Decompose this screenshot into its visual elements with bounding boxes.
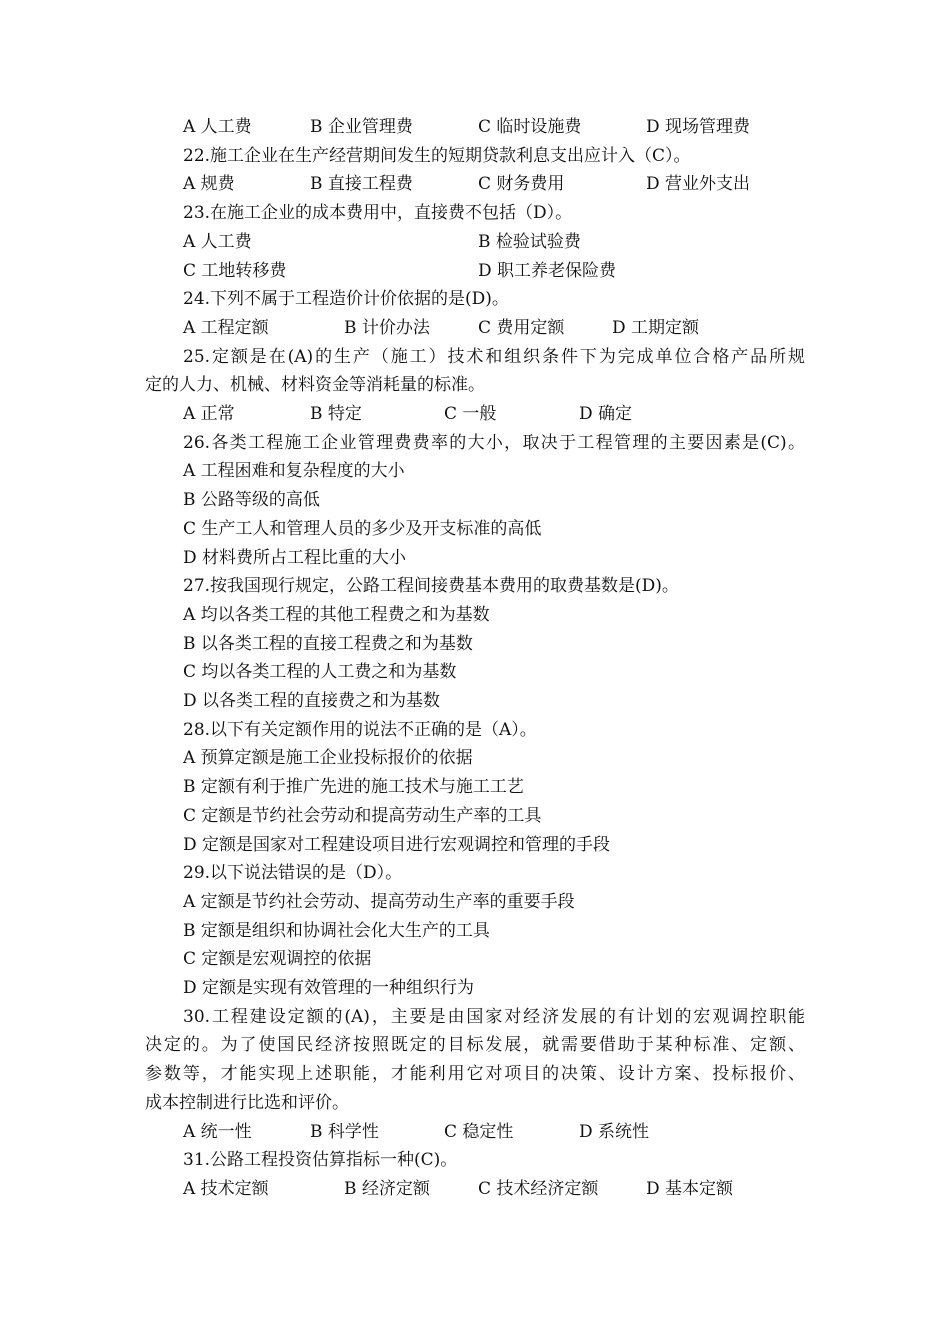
question-text: C 均以各类工程的人工费之和为基数 <box>183 662 457 683</box>
question-text: D 定额是国家对工程建设项目进行宏观调控和管理的手段 <box>183 834 611 855</box>
text-line <box>0 917 950 946</box>
answer-option: A 工程定额 <box>183 317 269 338</box>
question-text: A 均以各类工程的其他工程费之和为基数 <box>183 604 490 625</box>
answer-option: A 人工费 <box>183 231 252 252</box>
text-line <box>0 544 950 573</box>
answer-option: C 技术经济定额 <box>478 1178 599 1199</box>
question-text: A 预算定额是施工企业投标报价的依据 <box>183 748 473 769</box>
text-line <box>0 658 950 687</box>
paragraph-text: 成本控制进行比选和评价。 <box>145 1092 349 1113</box>
question-text: 22.施工企业在生产经营期间发生的短期贷款利息支出应计入（C）。 <box>183 145 691 166</box>
answer-options-row <box>0 400 950 429</box>
answer-option: A 统一性 <box>183 1121 252 1142</box>
question-text: 31.公路工程投资估算指标一种(C)。 <box>183 1150 458 1171</box>
answer-option: D 确定 <box>579 404 633 424</box>
answer-option: B 科学性 <box>310 1121 379 1142</box>
answer-option: D 系统性 <box>579 1121 650 1142</box>
text-line <box>0 630 950 659</box>
answer-option: D 基本定额 <box>646 1178 734 1199</box>
text-line <box>0 802 950 831</box>
question-text: D 以各类工程的直接费之和为基数 <box>183 691 441 711</box>
text-line <box>0 515 950 544</box>
answer-option: D 现场管理费 <box>646 117 751 137</box>
text-line <box>0 429 950 458</box>
answer-options-row <box>0 170 950 199</box>
text-line <box>0 343 950 372</box>
question-text: A 定额是节约社会劳动、提高劳动生产率的重要手段 <box>183 891 575 912</box>
question-text: C 定额是宏观调控的依据 <box>183 949 372 970</box>
question-text: 29.以下说法错误的是（D）。 <box>183 863 403 884</box>
answer-options-row <box>0 1118 950 1147</box>
answer-option: A 技术定额 <box>183 1178 269 1199</box>
text-line <box>0 831 950 860</box>
answer-option: C 稳定性 <box>444 1121 514 1142</box>
answer-option: C 费用定额 <box>478 317 565 338</box>
question-text: D 定额是实现有效管理的一种组织行为 <box>183 978 475 998</box>
text-line <box>0 1146 950 1175</box>
answer-options-row <box>0 1175 950 1204</box>
text-line <box>0 486 950 515</box>
answer-options-row <box>0 314 950 343</box>
answer-option: B 特定 <box>310 404 362 424</box>
answer-option: C 工地转移费 <box>183 260 287 281</box>
question-text: 23.在施工企业的成本费用中，直接费不包括（D）。 <box>183 203 573 224</box>
answer-option: B 检验试验费 <box>478 231 581 252</box>
question-text: A 工程困难和复杂程度的大小 <box>183 461 405 482</box>
answer-options-row <box>0 257 950 286</box>
text-line <box>0 601 950 630</box>
question-text: C 定额是节约社会劳动和提高劳动生产率的工具 <box>183 805 542 826</box>
answer-option: B 企业管理费 <box>310 117 413 137</box>
answer-option: C 临时设施费 <box>478 117 582 137</box>
text-line <box>0 974 950 1003</box>
answer-option: A 人工费 <box>183 117 252 137</box>
answer-options-row <box>0 113 950 142</box>
text-line <box>0 572 950 601</box>
answer-option: B 经济定额 <box>344 1178 430 1199</box>
text-line <box>0 285 950 314</box>
paragraph-text: 30.工程建设定额的(A)，主要是由国家对经济发展的有计划的宏观调控职能 <box>183 1006 805 1027</box>
paragraph-text: 定的人力、机械、材料资金等消耗量的标准。 <box>145 375 485 396</box>
question-text: 28.以下有关定额作用的说法不正确的是（A）。 <box>183 719 537 740</box>
text-line <box>0 199 950 228</box>
question-text: D 材料费所占工程比重的大小 <box>183 547 407 568</box>
text-line <box>0 859 950 888</box>
paragraph-text: 26.各类工程施工企业管理费费率的大小，取决于工程管理的主要因素是(C)。 <box>183 432 805 453</box>
text-line <box>0 888 950 917</box>
text-line <box>0 142 950 171</box>
text-line <box>0 1089 950 1118</box>
answer-option: C 财务费用 <box>478 174 565 195</box>
text-line <box>0 457 950 486</box>
paragraph-text: 参数等，才能实现上述职能，才能利用它对项目的决策、设计方案、投标报价、 <box>145 1064 805 1085</box>
answer-options-row <box>0 228 950 257</box>
question-text: 24.下列不属于工程造价计价依据的是(D)。 <box>183 289 509 310</box>
text-line <box>0 1031 950 1060</box>
text-line <box>0 773 950 802</box>
text-line <box>0 1003 950 1032</box>
answer-option: A 规费 <box>183 174 235 195</box>
text-line <box>0 687 950 716</box>
question-text: B 定额是组织和协调社会化大生产的工具 <box>183 920 490 941</box>
text-line <box>0 1060 950 1089</box>
text-line <box>0 744 950 773</box>
text-line <box>0 945 950 974</box>
answer-option: D 职工养老保险费 <box>478 260 617 281</box>
text-line <box>0 371 950 400</box>
answer-option: B 直接工程费 <box>310 174 413 195</box>
text-line <box>0 716 950 745</box>
answer-option: C 一般 <box>444 404 497 424</box>
paragraph-text: 决定的。为了使国民经济按照既定的目标发展，就需要借助于某种标准、定额、 <box>145 1035 805 1056</box>
answer-option: D 工期定额 <box>612 317 700 338</box>
question-text: B 以各类工程的直接工程费之和为基数 <box>183 633 473 654</box>
question-text: 27.按我国现行规定，公路工程间接费基本费用的取费基数是(D)。 <box>183 576 679 597</box>
answer-option: A 正常 <box>183 404 235 424</box>
question-text: B 公路等级的高低 <box>183 490 320 511</box>
answer-option: B 计价办法 <box>344 317 430 338</box>
question-text: B 定额有利于推广先进的施工技术与施工工艺 <box>183 777 524 798</box>
answer-option: D 营业外支出 <box>646 174 751 195</box>
question-text: C 生产工人和管理人员的多少及开支标准的高低 <box>183 518 542 539</box>
paragraph-text: 25.定额是在(A)的生产（施工）技术和组织条件下为完成单位合格产品所规 <box>183 346 805 367</box>
